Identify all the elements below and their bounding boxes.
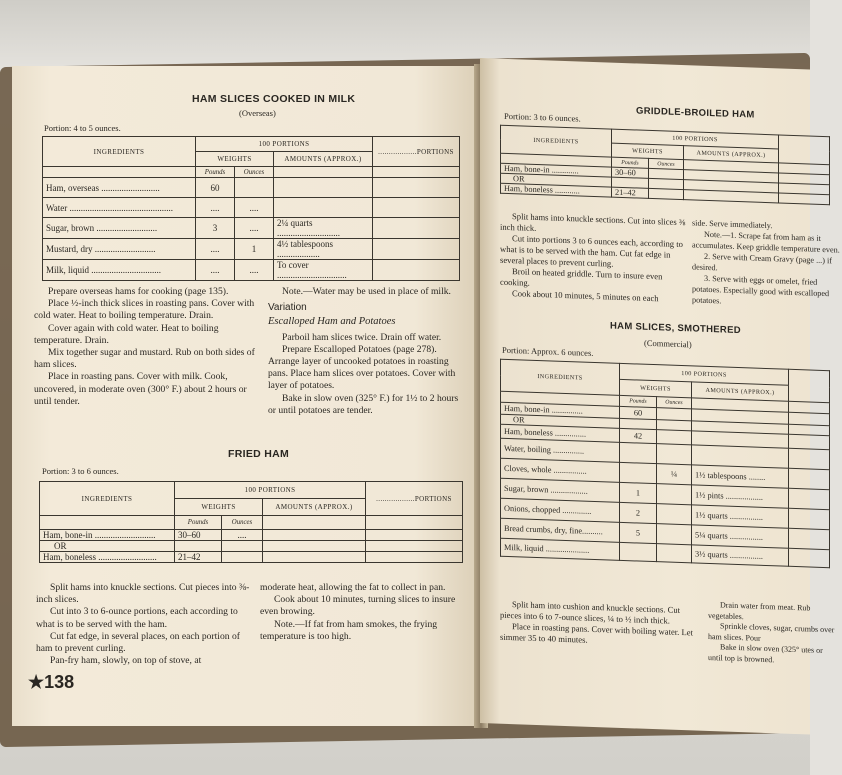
ingredient-pounds: ....: [196, 198, 235, 218]
col-header-weights: WEIGHTS: [175, 499, 263, 516]
table-row: [43, 218, 460, 239]
ingredient-name: Cloves, whole ................: [501, 458, 620, 482]
ingredient-pounds: [620, 542, 657, 561]
ingredient-pounds: 60: [620, 406, 657, 419]
ingredient-pounds: 42: [620, 428, 657, 443]
ingredient-name: OR: [501, 414, 620, 428]
method-text-smothered: [500, 599, 702, 650]
variation-paragraph: Prepare Escalloped Potatoes (page 278). Arrange layer of uncooked potatoes in roasting pans. Place ham slices over potatoes. Cover with layer of potatoes.: [268, 343, 456, 392]
ingredient-ounces: ....: [235, 218, 274, 239]
ingredient-name: Bread crumbs, dry, fine..........: [501, 518, 620, 542]
ingredient-amount: 4½ tablespoons ...................: [274, 239, 373, 260]
ingredient-name: Sugar, brown ...........................: [43, 218, 196, 239]
variation-paragraph: Parboil ham slices twice. Drain off water.: [282, 331, 442, 343]
ingredient-name: OR: [40, 541, 175, 552]
col-header-weights: WEIGHTS: [612, 143, 684, 160]
col-header-100-portions: 100 PORTIONS: [196, 137, 373, 152]
method-paragraph: Split ham into cushion and knuckle sections. Cut pieces into 6 to 7-ounce slices, ¼ to ½ inch thick.: [500, 599, 681, 626]
ingredient-ounces: [657, 524, 692, 545]
col-header-ingredients: INGREDIENTS: [43, 137, 196, 167]
method-paragraph: Split hams into knuckle sections. Cut pieces into ⅜-inch slices.: [36, 582, 250, 606]
col-header-100-portions: 100 PORTIONS: [612, 129, 779, 149]
ingredient-name: Ham, boneless ............: [501, 183, 612, 197]
ingredient-name: Mustard, dry ...........................: [43, 239, 196, 260]
ingredient-amount: [263, 530, 366, 541]
method-paragraph: Place ½-inch thick slices in roasting pans. Cover with cold water. Heat to boiling temperature. Drain.: [34, 298, 255, 322]
ingredient-ounces: 1: [235, 239, 274, 260]
col-header-portions: ..................PORTIONS: [373, 137, 460, 167]
method-text-fried-ham-2: [260, 582, 464, 643]
col-header-weights: WEIGHTS: [620, 379, 692, 398]
col-header-amounts: AMOUNTS (APPROX.): [692, 382, 789, 401]
ingredient-pounds: 30–60: [612, 167, 649, 178]
col-header-ingredients: INGREDIENTS: [501, 125, 612, 157]
table-row: [43, 178, 460, 198]
ingredient-pounds: 30–60: [175, 530, 222, 541]
method-paragraph: Prepare overseas hams for cooking (page 135).: [48, 286, 229, 297]
ingredient-name: Sugar, brown ..................: [501, 478, 620, 502]
ingredient-ounces: ....: [235, 198, 274, 218]
ingredient-pounds: 1: [620, 482, 657, 503]
ingredient-ounces: [649, 188, 684, 199]
ingredient-ounces: ....: [235, 260, 274, 281]
ingredient-name: Ham, boneless ..........................: [40, 552, 175, 563]
col-header-ingredients: INGREDIENTS: [501, 359, 620, 395]
ingredient-name: Milk, liquid ...............................: [43, 260, 196, 281]
col-header-100-portions: 100 PORTIONS: [175, 482, 366, 499]
table-row: [40, 541, 463, 552]
col-header-amounts: AMOUNTS (APPROX.): [263, 499, 366, 516]
portion-text: Portion: Approx. 6 ounces.: [502, 344, 594, 358]
ingredient-amount: [274, 178, 373, 198]
col-header-pounds: Pounds: [196, 167, 235, 178]
recipe-title-griddle-broiled: GRIDDLE-BROILED HAM: [636, 105, 755, 121]
ingredient-name: Water, boiling ...............: [501, 438, 620, 462]
recipe-subtitle: (Commercial): [644, 337, 692, 350]
method-paragraph: Bake in slow oven (325° utes or until top is browned.: [708, 642, 823, 664]
ingredient-amount: 1½ pints ..................: [692, 485, 789, 508]
ingredient-name: Ham, bone-in .............: [501, 163, 612, 177]
col-header-ounces: Ounces: [235, 167, 274, 178]
col-header-ounces: Ounces: [657, 397, 692, 409]
table-row: [40, 530, 463, 541]
ingredient-ounces: [657, 544, 692, 563]
method-paragraph: Cut into 3 to 6-ounce portions, each according to what is to be served with the ham.: [36, 606, 238, 630]
variation-paragraph: Bake in slow oven (325° F.) for 1½ to 2 hours or until potatoes are tender.: [268, 392, 459, 416]
ingredient-name: Ham, overseas ..........................: [43, 178, 196, 198]
table-row: [43, 239, 460, 260]
method-paragraph: moderate heat, allowing the fat to collect in pan.: [260, 582, 446, 593]
recipe-title-fried-ham: FRIED HAM: [228, 448, 290, 460]
ingredient-amount: [263, 552, 366, 563]
note-text: Note.—If fat from ham smokes, the frying temperature is too high.: [260, 618, 438, 642]
ingredient-amount: 1½ quarts ................: [692, 505, 789, 528]
method-paragraph: Mix together sugar and mustard. Rub on both sides of ham slices.: [34, 347, 255, 371]
method-paragraph: Broil on heated griddle. Turn to insure even cooking.: [500, 266, 663, 288]
ingredient-ounces: [657, 430, 692, 445]
ingredient-name: Milk, liquid .....................: [501, 538, 620, 560]
ingredient-pounds: 2: [620, 502, 657, 523]
col-header-ounces: Ounces: [222, 516, 263, 530]
method-paragraph: Cover again with cold water. Heat to boiling temperature. Drain.: [34, 322, 219, 346]
col-header-pounds: Pounds: [620, 395, 657, 407]
ingredient-amount: To cover ...............................: [274, 260, 373, 281]
method-paragraph: Cook about 10 minutes, 5 minutes on each: [512, 288, 659, 304]
ingredient-amount: 2¼ quarts ............................: [274, 218, 373, 239]
method-paragraph: side. Serve immediately.: [692, 218, 773, 231]
col-header-100-portions: 100 PORTIONS: [620, 363, 789, 385]
ingredient-name: Onions, chopped ..............: [501, 498, 620, 522]
ingredient-pounds: [620, 442, 657, 463]
ingredient-amount: 3½ quarts ................: [692, 545, 789, 566]
ingredient-pounds: 21–42: [175, 552, 222, 563]
method-paragraph: Split hams into knuckle sections. Cut into slices ⅜ inch thick.: [500, 211, 686, 233]
col-header-amounts: AMOUNTS (APPROX.): [274, 152, 373, 167]
ingredient-amount: 5¼ quarts ................: [692, 525, 789, 548]
ingredient-pounds: 21–42: [612, 187, 649, 198]
variation-text: [268, 286, 464, 417]
ingredient-ounces: ¼: [657, 464, 692, 485]
col-header-ounces: Ounces: [649, 158, 684, 169]
ingredient-name: OR: [501, 173, 612, 187]
recipe-subtitle: (Overseas): [239, 108, 276, 118]
page-number: ★138: [28, 672, 75, 692]
ingredient-pounds: ....: [196, 260, 235, 281]
ingredient-ounces: [657, 484, 692, 505]
table-row: [43, 260, 460, 281]
note-text: 2. Serve with Cream Gravy (page ...) if desired.: [692, 251, 833, 273]
ingredient-ounces: [657, 504, 692, 525]
ingredient-pounds: 5: [620, 522, 657, 543]
method-paragraph: Cut into portions 3 to 6 ounces each, according to what is to be served with the ham. Cut fat edge in several places to prevent curling.: [500, 233, 683, 269]
ingredients-table-griddle: [500, 125, 830, 206]
method-paragraph: Sprinkle cloves, sugar, crumbs over ham slices. Pour: [708, 621, 835, 643]
portion-text: Portion: 4 to 5 ounces.: [44, 123, 121, 133]
portion-text: Portion: 3 to 6 ounces.: [504, 110, 581, 124]
portion-text: Portion: 3 to 6 ounces.: [42, 466, 119, 476]
note-text: Note.—1. Scrape fat from ham as it accumulates. Keep griddle temperature even.: [692, 229, 840, 255]
ingredient-pounds: [620, 462, 657, 483]
col-header-portions: ..................PORTIONS: [366, 482, 463, 516]
ingredient-name: Ham, bone-in ...........................: [40, 530, 175, 541]
method-text-ham-milk: [34, 286, 258, 408]
col-header-pounds: Pounds: [175, 516, 222, 530]
ingredient-ounces: [235, 178, 274, 198]
ingredient-ounces: ....: [222, 530, 263, 541]
method-text-griddle: [500, 211, 686, 305]
ingredient-amount: [274, 198, 373, 218]
ingredient-pounds: 60: [196, 178, 235, 198]
note-text-griddle: [692, 217, 842, 310]
table-row: [40, 552, 463, 563]
ingredient-pounds: 3: [196, 218, 235, 239]
ingredient-amount: 1½ tablespoons ........: [692, 465, 789, 488]
left-page: [12, 66, 486, 726]
method-paragraph: Drain water from meat. Rub vegetables.: [708, 600, 811, 621]
ingredients-table-fried-ham: [39, 481, 463, 563]
col-header-weights: WEIGHTS: [196, 152, 274, 167]
col-header-amounts: AMOUNTS (APPROX.): [684, 146, 779, 163]
note-text: 3. Serve with eggs or omelet, fried potatoes. Especially good with escalloped potatoes.: [692, 273, 830, 306]
method-paragraph: Place in roasting pans. Cover with boiling water. Let simmer 35 to 40 minutes.: [500, 621, 693, 645]
method-paragraph: Cut fat edge, in several places, on each portion of ham to prevent curling.: [36, 630, 240, 655]
ingredient-name: Ham, boneless ...............: [501, 424, 620, 442]
method-paragraph: Pan-fry ham, slowly, on top of stove, at: [50, 655, 202, 667]
ingredients-table-ham-milk: [42, 136, 460, 281]
ingredient-name: Ham, bone-in ...............: [501, 402, 620, 418]
ingredient-name: Water ..............................................: [43, 198, 196, 218]
table-row: [43, 198, 460, 218]
variation-title: Escalloped Ham and Potatoes: [268, 316, 396, 328]
ingredient-ounces: [222, 552, 263, 563]
ingredient-pounds: ....: [196, 239, 235, 260]
recipe-title-smothered: HAM SLICES, SMOTHERED: [610, 320, 741, 337]
note-text: Note.—Water may be used in place of milk.: [282, 286, 451, 297]
ingredient-ounces: [657, 444, 692, 465]
variation-heading: Variation: [268, 302, 307, 314]
col-header-pounds: Pounds: [612, 157, 649, 168]
method-text-fried-ham: [36, 582, 250, 667]
method-paragraph: Cook about 10 minutes, turning slices to insure even browing.: [260, 594, 456, 618]
method-paragraph: Place in roasting pans. Cover with milk. Cook, uncovered, in moderate oven (300° F.) about 2 hours or until tender.: [34, 371, 247, 407]
method-text-smothered-2: [708, 600, 838, 668]
right-page: [480, 58, 840, 735]
col-header-ingredients: INGREDIENTS: [40, 482, 175, 516]
recipe-title-ham-milk: HAM SLICES COOKED IN MILK: [192, 93, 356, 105]
ingredients-table-smothered: [500, 359, 830, 569]
